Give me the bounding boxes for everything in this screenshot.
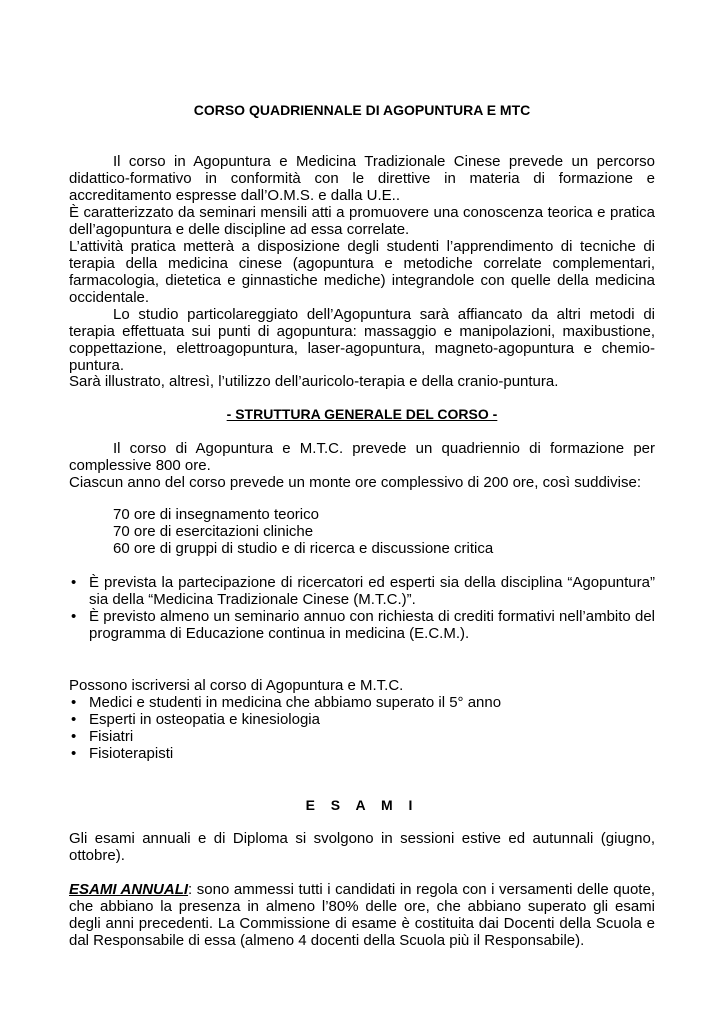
list-item: • Fisiatri (69, 728, 655, 745)
structure-paragraph-1: Il corso di Agopuntura e M.T.C. prevede un quadriennio di formazione per complessive 800 ore. (69, 440, 655, 474)
structure-bullet-list (69, 574, 655, 642)
exams-annual-label: ESAMI ANNUALI (69, 881, 189, 898)
enrollment-intro: Possono iscriversi al corso di Agopuntura e M.T.C. (69, 677, 404, 694)
hours-item: 60 ore di gruppi di studio e di ricerca e discussione critica (113, 540, 494, 557)
hours-list (113, 506, 613, 557)
intro-paragraph-1: Il corso in Agopuntura e Medicina Tradizionale Cinese prevede un percorso didattico-formativo in conformità con le direttive in materia di formazione e accreditamento espresse dall’O.M.S. e dalla U.E.. (69, 153, 655, 204)
list-item: • Fisioterapisti (69, 745, 655, 762)
structure-heading: - STRUTTURA GENERALE DEL CORSO - (226, 406, 498, 422)
structure-paragraph-2: Ciascun anno del corso prevede un monte ore complessivo di 200 ore, così suddivise: (69, 474, 641, 491)
exams-annual-paragraph (69, 881, 655, 949)
list-item: • È previsto almeno un seminario annuo con richiesta di crediti formativi nell’ambito del programma di Educazione continua in medicina (E.C.M.). (69, 608, 655, 642)
intro-paragraph-3: L’attività pratica metterà a disposizione degli studenti l’apprendimento di tecniche di terapia della medicina cinese (agopuntura e metodiche correlate complementari, farmacologia, dietetica e ginnastiche mediche) integrandole con quelle della medicina occidentale. (69, 238, 655, 306)
intro-paragraph-4: Lo studio particolareggiato dell’Agopuntura sarà affiancato da altri metodi di terapia effettuata sui punti di agopuntura: massaggio e manipolazioni, maxibustione, coppettazione, elettroagopuntura, laser-agopuntura, magneto-agopuntura e chemio-puntura. (69, 306, 655, 374)
intro-paragraph-2: È caratterizzato da seminari mensili atti a promuovere una conoscenza teorica e pratica dell’agopuntura e delle discipline ad essa correlate. (69, 204, 655, 238)
exams-paragraph-1: Gli esami annuali e di Diploma si svolgono in sessioni estive ed autunnali (giugno, ottobre). (69, 830, 655, 864)
enrollment-list (69, 694, 655, 762)
list-item: • È prevista la partecipazione di ricercatori ed esperti sia della disciplina “Agopuntura” sia della “Medicina Tradizionale Cinese (M.T.C.)”. (69, 574, 655, 608)
page-title: CORSO QUADRIENNALE DI AGOPUNTURA E MTC (193, 102, 531, 118)
intro-paragraph-5: Sarà illustrato, altresì, l’utilizzo dell’auricolo-terapia e della cranio-puntura. (69, 373, 559, 390)
list-item: • Esperti in osteopatia e kinesiologia (69, 711, 655, 728)
hours-item: 70 ore di esercitazioni cliniche (113, 523, 314, 540)
list-item: • Medici e studenti in medicina che abbiamo superato il 5° anno (69, 694, 655, 711)
hours-item: 70 ore di insegnamento teorico (113, 506, 319, 523)
exams-annual-text: : sono ammessi tutti i candidati in regola con i versamenti delle quote, che abbiano la presenza in almeno l’80% delle ore, che abbiano superato gli esami degli anni precedenti. La Commissione di esame è costituita dai Docenti della Scuola e dal Responsabile di essa (almeno 4 docenti della Scuola più il Responsabile). (69, 881, 655, 949)
exams-heading: E S A M I (305, 797, 419, 813)
